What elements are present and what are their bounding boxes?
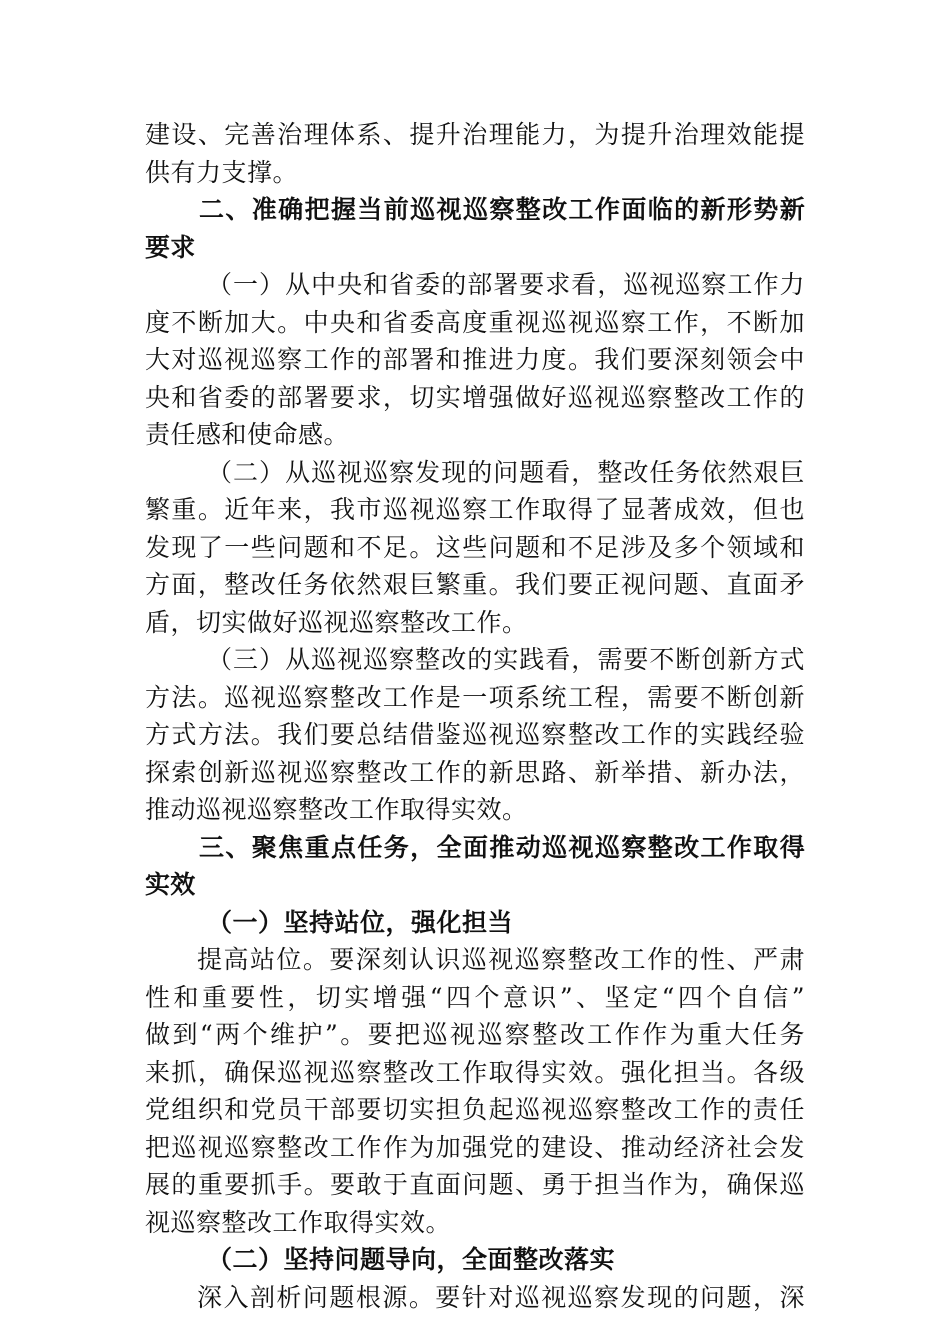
text-line: 提高站位。要深刻认识巡视巡察整改工作的性、严肃 <box>197 945 805 974</box>
text-line: 推动巡视巡察整改工作取得实效。 <box>145 795 528 824</box>
text-line: （一）从中央和省委的部署要求看，巡视巡察工作力 <box>207 270 805 299</box>
text-line: 把巡视巡察整改工作作为加强党的建设、推动经济社会发 <box>145 1132 805 1162</box>
document-page <box>145 116 805 1316</box>
text-line: 央和省委的部署要求，切实增强做好巡视巡察整改工作的 <box>145 382 805 412</box>
heading-line: 要求 <box>145 232 196 262</box>
text-line: 探索创新巡视巡察整改工作的新思路、新举措、新办法， <box>145 757 805 787</box>
text-line: 方式方法。我们要总结借鉴巡视巡察整改工作的实践经验 <box>145 720 805 749</box>
section-heading <box>145 829 805 904</box>
text-line: 来抓，确保巡视巡察整改工作取得实效。强化担当。各级 <box>145 1057 805 1087</box>
text-line: （三）从巡视巡察整改的实践看，需要不断创新方式 <box>207 645 805 674</box>
subheading-line: （一）坚持站位，强化担当 <box>207 907 514 937</box>
text-line: 方面，整改任务依然艰巨繁重。我们要正视问题、直面矛 <box>145 570 805 599</box>
subsection-heading <box>145 1241 805 1279</box>
subsection-heading <box>145 904 805 942</box>
text-line: 做到“两个维护”。要把巡视巡察整改工作作为重大任务 <box>145 1020 805 1049</box>
text-line: 盾，切实做好巡视巡察整改工作。 <box>145 607 528 637</box>
text-line: 度不断加大。中央和省委高度重视巡视巡察工作，不断加 <box>145 307 805 337</box>
paragraph <box>145 116 805 191</box>
paragraph <box>145 454 805 642</box>
heading-line: 三、聚焦重点任务，全面推动巡视巡察整改工作取得 <box>199 832 805 862</box>
text-line: 建设、完善治理体系、提升治理能力，为提升治理效能提 <box>145 120 805 149</box>
text-line: 发现了一些问题和不足。这些问题和不足涉及多个领域和 <box>145 532 805 562</box>
paragraph <box>145 266 805 454</box>
paragraph <box>145 941 805 1241</box>
text-line: 大对巡视巡察工作的部署和推进力度。我们要深刻领会中 <box>145 345 805 374</box>
text-line: 深入剖析问题根源。要针对巡视巡察发现的问题，深 <box>197 1282 805 1312</box>
text-line: （二）从巡视巡察发现的问题看，整改任务依然艰巨 <box>207 457 805 487</box>
text-line: 责任感和使命感。 <box>145 420 350 449</box>
section-heading <box>145 191 805 266</box>
text-line: 展的重要抓手。要敢于直面问题、勇于担当作为，确保巡 <box>145 1170 805 1199</box>
text-line: 视巡察整改工作取得实效。 <box>145 1207 452 1237</box>
text-line: 供有力支撑。 <box>145 157 299 187</box>
paragraph <box>145 641 805 829</box>
heading-line: 实效 <box>145 870 196 899</box>
heading-line: 二、准确把握当前巡视巡察整改工作面临的新形势新 <box>199 195 805 224</box>
subheading-line: （二）坚持问题导向，全面整改落实 <box>207 1245 616 1274</box>
text-line: 繁重。近年来，我市巡视巡察工作取得了显著成效，但也 <box>145 495 805 524</box>
paragraph <box>145 1279 805 1317</box>
text-line: 党组织和党员干部要切实担负起巡视巡察整改工作的责任 <box>145 1095 805 1124</box>
text-line: 方法。巡视巡察整改工作是一项系统工程，需要不断创新 <box>145 682 805 712</box>
text-line: 性和重要性，切实增强“四个意识”、坚定“四个自信” <box>145 982 805 1012</box>
